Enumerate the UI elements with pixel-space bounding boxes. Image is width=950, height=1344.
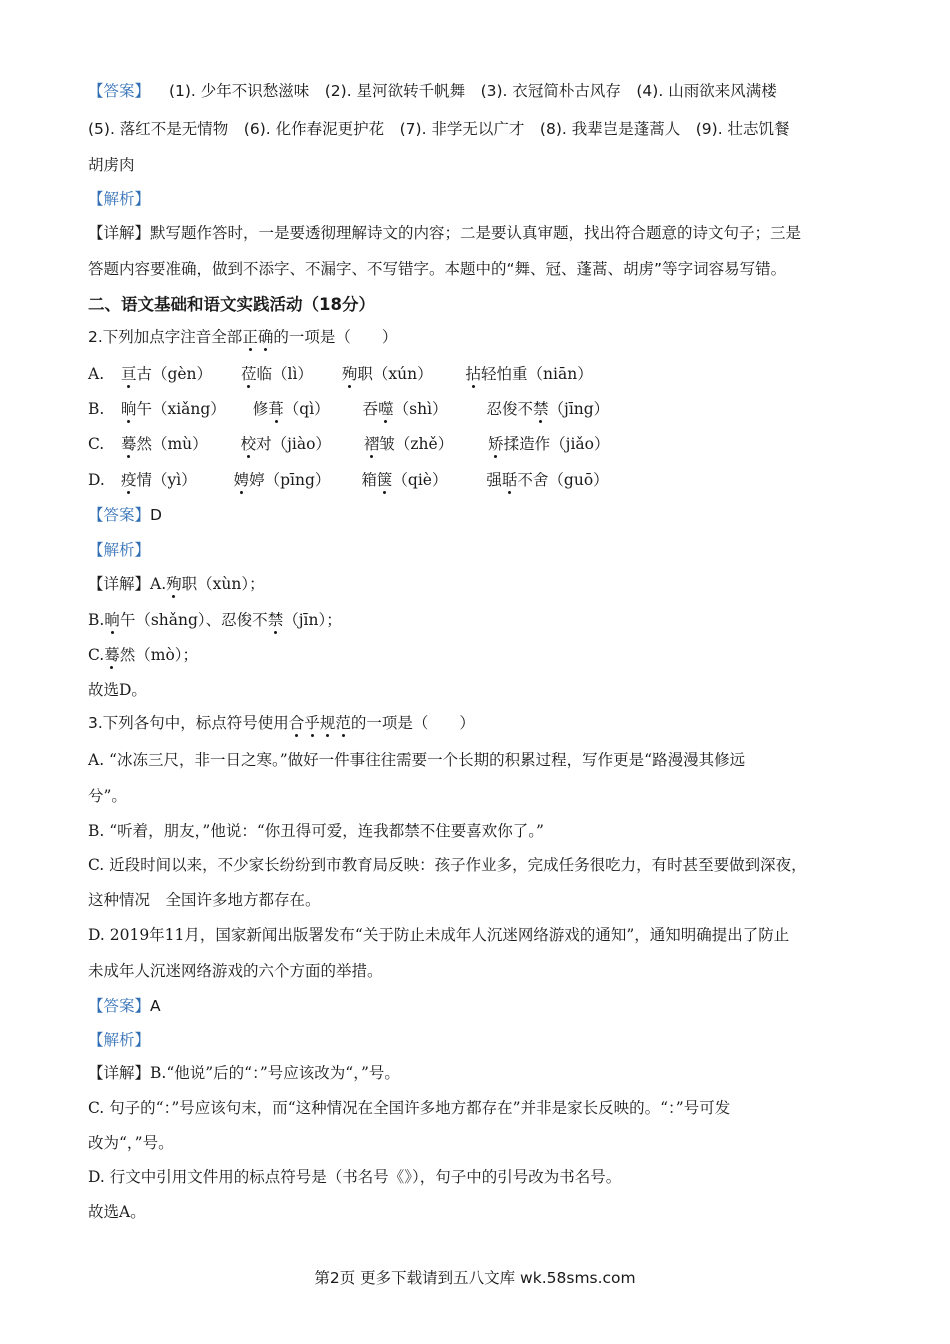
dotted-char: 校 xyxy=(240,435,257,453)
option-item: 皱（zhě） xyxy=(379,435,454,453)
detail-line xyxy=(88,573,265,595)
option-item: 婷（pīng） xyxy=(249,471,331,489)
detail-line xyxy=(88,1062,400,1084)
dotted-char: 禁 xyxy=(267,611,284,629)
option-item: 情（yì） xyxy=(136,471,197,489)
option-item: （qiè） xyxy=(392,471,448,489)
option-item: 轻怕重（niān） xyxy=(481,365,593,383)
question-3-stem xyxy=(88,712,475,734)
detail-text: （jīn）； xyxy=(283,611,342,629)
detail-text: C. xyxy=(88,646,105,664)
option-item: 忍俊不 xyxy=(486,400,533,418)
option-item: 临（lì） xyxy=(256,365,313,383)
dotted-char: 噬 xyxy=(378,400,394,418)
option-item: 不舍（guō） xyxy=(517,471,609,489)
answer-tag: 【答案】 xyxy=(88,997,151,1015)
detail-line xyxy=(88,609,342,631)
option-item: 强 xyxy=(486,471,502,489)
dotted-char: 乎 xyxy=(304,714,320,732)
dotted-char: 正 xyxy=(242,328,258,346)
option-item: 然（mù） xyxy=(136,435,208,453)
option-d xyxy=(88,469,609,491)
conclusion: 故选A。 xyxy=(88,1203,146,1221)
option-c-line2: 这种情况 全国许多地方都存在。 xyxy=(88,891,321,909)
option-label: A. xyxy=(88,365,105,383)
analysis-tag: 【解析】 xyxy=(88,190,151,208)
section-heading: 二、语文基础和语文实践活动（18分） xyxy=(88,295,375,314)
answer-line-2: (5). 落红不是无情物 (6). 化作春泥更护花 (7). 非学无以广才 (8). 我辈岂是蓬蒿人 (9). 壮志饥餐 xyxy=(88,120,790,138)
dotted-char: 确 xyxy=(257,328,274,346)
detail-line xyxy=(88,222,801,244)
question-2-stem xyxy=(88,326,397,348)
dotted-char: 蓦 xyxy=(120,435,137,453)
dotted-char: 箧 xyxy=(376,471,393,489)
option-item: 对（jiào） xyxy=(256,435,331,453)
option-item: 职（xún） xyxy=(357,365,433,383)
option-label: C. xyxy=(88,435,105,453)
dotted-char: 禁 xyxy=(533,400,549,418)
analysis-tag: 【解析】 xyxy=(88,1031,151,1049)
option-item: 箱 xyxy=(361,471,377,489)
option-d-line2: 未成年人沉迷网络游戏的六个方面的举措。 xyxy=(88,962,383,980)
detail-line-2: 答题内容要准确，做到不添字、不漏字、不写错字。本题中的“舞、冠、蓬蒿、胡虏”等字词容易写错。 xyxy=(88,260,787,278)
answer-tag: 【答案】 xyxy=(88,506,151,524)
dotted-char: 葺 xyxy=(268,400,284,418)
detail-text: 默写题作答时，一是要透彻理解诗文的内容；二是要认真审题，找出符合题意的诗文句子；三是 xyxy=(150,224,802,242)
dotted-char: 莅 xyxy=(240,365,257,383)
dotted-char: 褶 xyxy=(363,435,380,453)
answer-value: D xyxy=(150,506,162,524)
question-number: 3. xyxy=(88,714,103,732)
option-d-line1: D. 2019年11月，国家新闻出版署发布“关于防止未成年人沉迷网络游戏的通知”，通知明确提出了防止 xyxy=(88,926,790,944)
analysis-tag: 【解析】 xyxy=(88,541,151,559)
option-item: 揉造作（jiǎo） xyxy=(503,435,610,453)
dotted-char: 疫 xyxy=(120,471,137,489)
option-item: （shì） xyxy=(393,400,448,418)
stem-text: 的一项是（ ） xyxy=(350,714,475,732)
dotted-char: 矫 xyxy=(488,435,504,453)
option-item: 午（xiǎng） xyxy=(136,400,226,418)
answer-value: A xyxy=(150,997,161,1015)
option-a xyxy=(88,363,593,385)
dotted-char: 规 xyxy=(319,714,336,732)
dotted-char: 娉 xyxy=(233,471,250,489)
answer-line-3: 胡虏肉 xyxy=(88,156,135,174)
conclusion: 故选D。 xyxy=(88,681,147,699)
answer-line xyxy=(88,504,162,526)
option-c-line1: C. 近段时间以来，不少家长纷纷到市教育局反映：孩子作业多，完成任务很吃力，有时甚至要做到深夜， xyxy=(88,856,807,874)
detail-line: D. 行文中引用文件用的标点符号是（书名号《》），句子中的引号改为书名号。 xyxy=(88,1168,622,1186)
detail-text: A. xyxy=(150,575,167,593)
option-item: 修 xyxy=(252,400,269,418)
option-item: 古（gèn） xyxy=(136,365,213,383)
detail-text: 职（xùn）； xyxy=(181,575,265,593)
dotted-char: 范 xyxy=(335,714,351,732)
option-b: B. “听着，朋友，”他说：“你丑得可爱，连我都禁不住要喜欢你了。” xyxy=(88,822,544,840)
option-label: D. xyxy=(88,471,105,489)
detail-text: B.“他说”后的“：”号应该改为“，”号。 xyxy=(150,1064,400,1082)
option-item: （qì） xyxy=(283,400,330,418)
detail-text: 午（shǎng）、忍俊不 xyxy=(119,611,268,629)
detail-tag: 【详解】 xyxy=(88,1064,151,1082)
dotted-char: 蓦 xyxy=(104,646,120,664)
detail-text: 然（mò）； xyxy=(119,646,199,664)
option-label: B. xyxy=(88,400,105,418)
detail-tag: 【详解】 xyxy=(88,224,151,242)
option-a-line1: A. “冰冻三尺，非一日之寒。”做好一件事往往需要一个长期的积累过程，写作更是“路漫漫其修远 xyxy=(88,751,746,769)
dotted-char: 亘 xyxy=(120,365,137,383)
detail-line xyxy=(88,644,198,666)
answer-line xyxy=(88,80,777,102)
detail-tag: 【详解】 xyxy=(88,575,151,593)
stem-text: 下列各句中，标点符号使用 xyxy=(102,714,289,732)
detail-line: 改为“，”号。 xyxy=(88,1134,174,1152)
option-item: （jīng） xyxy=(548,400,610,418)
question-number: 2. xyxy=(88,328,103,346)
answer-tag: 【答案】 xyxy=(88,82,151,100)
detail-line: C. 句子的“：”号应该句末，而“这种情况在全国许多地方都存在”并非是家长反映的。“：”号可发 xyxy=(88,1099,731,1117)
answer-text: (1). 少年不识愁滋味 (2). 星河欲转千帆舞 (3). 衣冠简朴古风存 (4). 山雨欲来风满楼 xyxy=(168,82,777,100)
dotted-char: 晌 xyxy=(104,611,120,629)
stem-text: 的一项是（ ） xyxy=(273,328,398,346)
option-a-line2: 兮”。 xyxy=(88,787,127,805)
option-item: 吞 xyxy=(362,400,379,418)
dotted-char: 拈 xyxy=(465,365,482,383)
detail-text: B. xyxy=(88,611,105,629)
dotted-char: 晌 xyxy=(120,400,137,418)
option-b xyxy=(88,398,609,420)
answer-line xyxy=(88,995,161,1017)
option-c xyxy=(88,433,610,455)
stem-text: 下列加点字注音全部 xyxy=(102,328,243,346)
dotted-char: 合 xyxy=(288,714,305,732)
dotted-char: 殉 xyxy=(341,365,358,383)
page-footer: 第2页 更多下载请到五八文库 wk.58sms.com xyxy=(314,1269,636,1287)
dotted-char: 殉 xyxy=(166,575,182,593)
dotted-char: 聒 xyxy=(501,471,518,489)
